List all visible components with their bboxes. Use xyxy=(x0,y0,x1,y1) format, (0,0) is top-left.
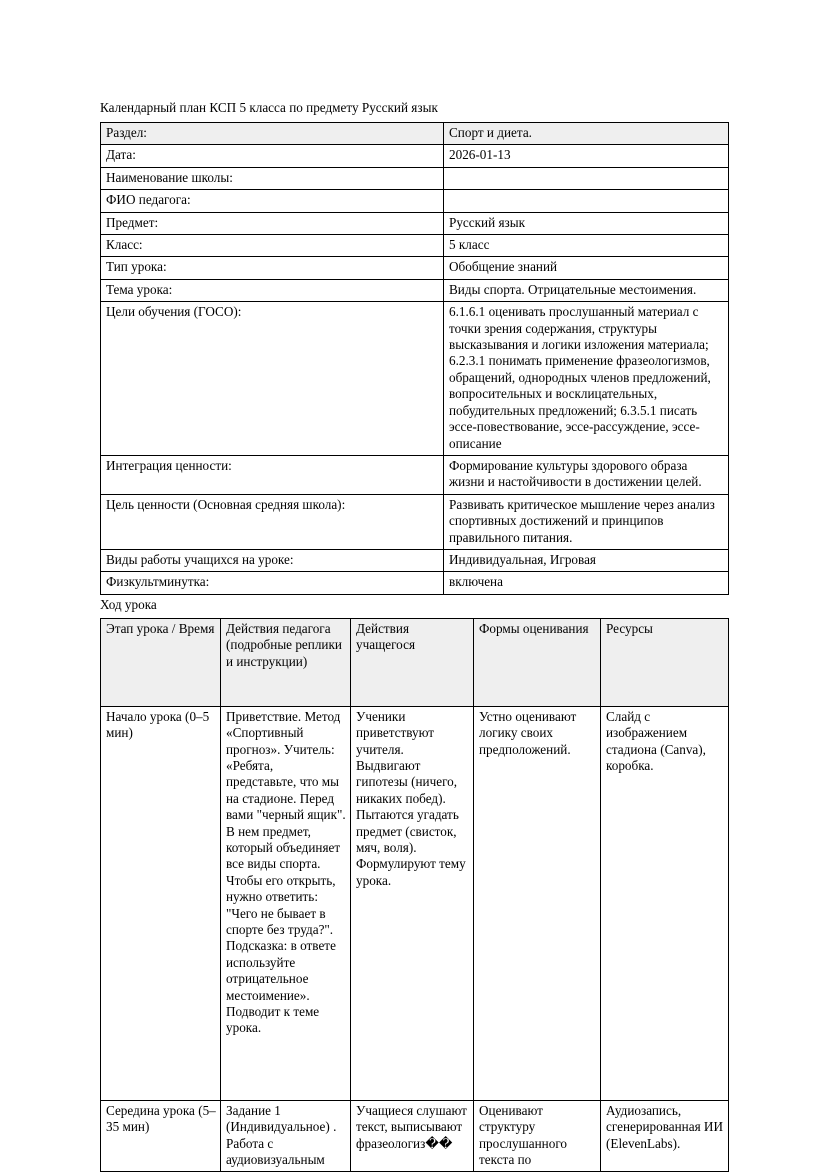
resources-cell: Слайд с изображением стадиона (Canva), коробка. xyxy=(601,706,729,1100)
info-label-cell: Физкультминутка: xyxy=(101,572,444,594)
lesson-info-body xyxy=(101,123,729,595)
info-value-cell xyxy=(444,167,729,189)
lesson-flow-body xyxy=(101,706,729,1172)
info-label-cell: Дата: xyxy=(101,145,444,167)
table-row xyxy=(101,279,729,301)
info-value-cell: Русский язык xyxy=(444,212,729,234)
info-label-cell: Раздел: xyxy=(101,123,444,145)
table-row xyxy=(101,123,729,145)
table-row xyxy=(101,257,729,279)
table-row xyxy=(101,190,729,212)
table-row xyxy=(101,145,729,167)
info-label-cell: Тип урока: xyxy=(101,257,444,279)
info-label-cell: Цели обучения (ГОСО): xyxy=(101,302,444,456)
page-title: Календарный план КСП 5 класса по предмету Русский язык xyxy=(100,100,438,115)
info-value-cell: включена xyxy=(444,572,729,594)
column-header-stage: Этап урока / Время xyxy=(101,618,221,706)
lesson-info-table xyxy=(100,122,729,595)
table-header-row xyxy=(101,618,729,706)
info-label-cell: Наименование школы: xyxy=(101,167,444,189)
page-content xyxy=(100,99,728,1172)
info-label-cell: Тема урока: xyxy=(101,279,444,301)
table-row xyxy=(101,167,729,189)
table-row xyxy=(101,549,729,571)
resources-cell: Аудиозапись, сгенерированная ИИ (ElevenLabs). xyxy=(601,1100,729,1172)
table-row xyxy=(101,302,729,456)
table-row xyxy=(101,212,729,234)
info-label-cell: Интеграция ценности: xyxy=(101,455,444,494)
info-value-cell: Обобщение знаний xyxy=(444,257,729,279)
table-row xyxy=(101,572,729,594)
assessment-forms-cell: Оценивают структуру прослушанного текста по xyxy=(474,1100,601,1172)
table-row xyxy=(101,235,729,257)
column-header-teacher: Действия педагога (подробные реплики и инструкции) xyxy=(221,618,351,706)
teacher-actions-cell: Приветствие. Метод «Спортивный прогноз». Учитель: «Ребята, представьте, что мы на стадионе. Перед вами "черный ящик". В нем предмет, который объединяет все виды спорта. Чтобы его открыть, нужно ответить: "Чего не бывает в спорте без труда?". Подсказка: в ответе используйте отрицательное местоимение». Подводит к теме урока. xyxy=(221,706,351,1100)
table-row xyxy=(101,494,729,549)
student-actions-cell: Ученики приветствуют учителя. Выдвигают гипотезы (ничего, никаких побед). Пытаются угадать предмет (свисток, мяч, воля). Формулируют тему урока. xyxy=(351,706,474,1100)
table-row xyxy=(101,1100,729,1172)
info-label-cell: Цель ценности (Основная средняя школа): xyxy=(101,494,444,549)
info-label-cell: Предмет: xyxy=(101,212,444,234)
info-label-cell: ФИО педагога: xyxy=(101,190,444,212)
stage-cell: Середина урока (5–35 мин) xyxy=(101,1100,221,1172)
info-value-cell: Развивать критическое мышление через анализ спортивных достижений и принципов правильного питания. xyxy=(444,494,729,549)
info-value-cell: 5 класс xyxy=(444,235,729,257)
teacher-actions-cell: Задание 1 (Индивидуальное) . Работа с аудиовизуальным xyxy=(221,1100,351,1172)
info-value-cell: Виды спорта. Отрицательные местоимения. xyxy=(444,279,729,301)
lesson-flow-head xyxy=(101,618,729,706)
stage-cell: Начало урока (0–5 мин) xyxy=(101,706,221,1100)
info-value-cell: 2026-01-13 xyxy=(444,145,729,167)
lesson-flow-table xyxy=(100,618,729,1172)
assessment-forms-cell: Устно оценивают логику своих предположений. xyxy=(474,706,601,1100)
info-value-cell: 6.1.6.1 оценивать прослушанный материал с точки зрения содержания, структуры высказывания и логики изложения материала; 6.2.3.1 понимать применение фразеологизмов, обращений, однородных членов предложений, вопросительных и восклицательных, побудительных предложений; 6.3.5.1 писать эссе-повествование, эссе-рассуждение, эссе-описание xyxy=(444,302,729,456)
info-value-cell: Спорт и диета. xyxy=(444,123,729,145)
info-label-cell: Класс: xyxy=(101,235,444,257)
info-value-cell: Формирование культуры здорового образа жизни и настойчивости в достижении целей. xyxy=(444,455,729,494)
student-actions-cell: Учащиеся слушают текст, выписывают фразеологиз�� xyxy=(351,1100,474,1172)
table-row xyxy=(101,706,729,1100)
column-header-resources: Ресурсы xyxy=(601,618,729,706)
info-label-cell: Виды работы учащихся на уроке: xyxy=(101,549,444,571)
lesson-flow-heading: Ход урока xyxy=(100,596,157,612)
info-value-cell xyxy=(444,190,729,212)
column-header-student: Действия учащегося xyxy=(351,618,474,706)
table-row xyxy=(101,455,729,494)
column-header-assessment: Формы оценивания xyxy=(474,618,601,706)
info-value-cell: Индивидуальная, Игровая xyxy=(444,549,729,571)
